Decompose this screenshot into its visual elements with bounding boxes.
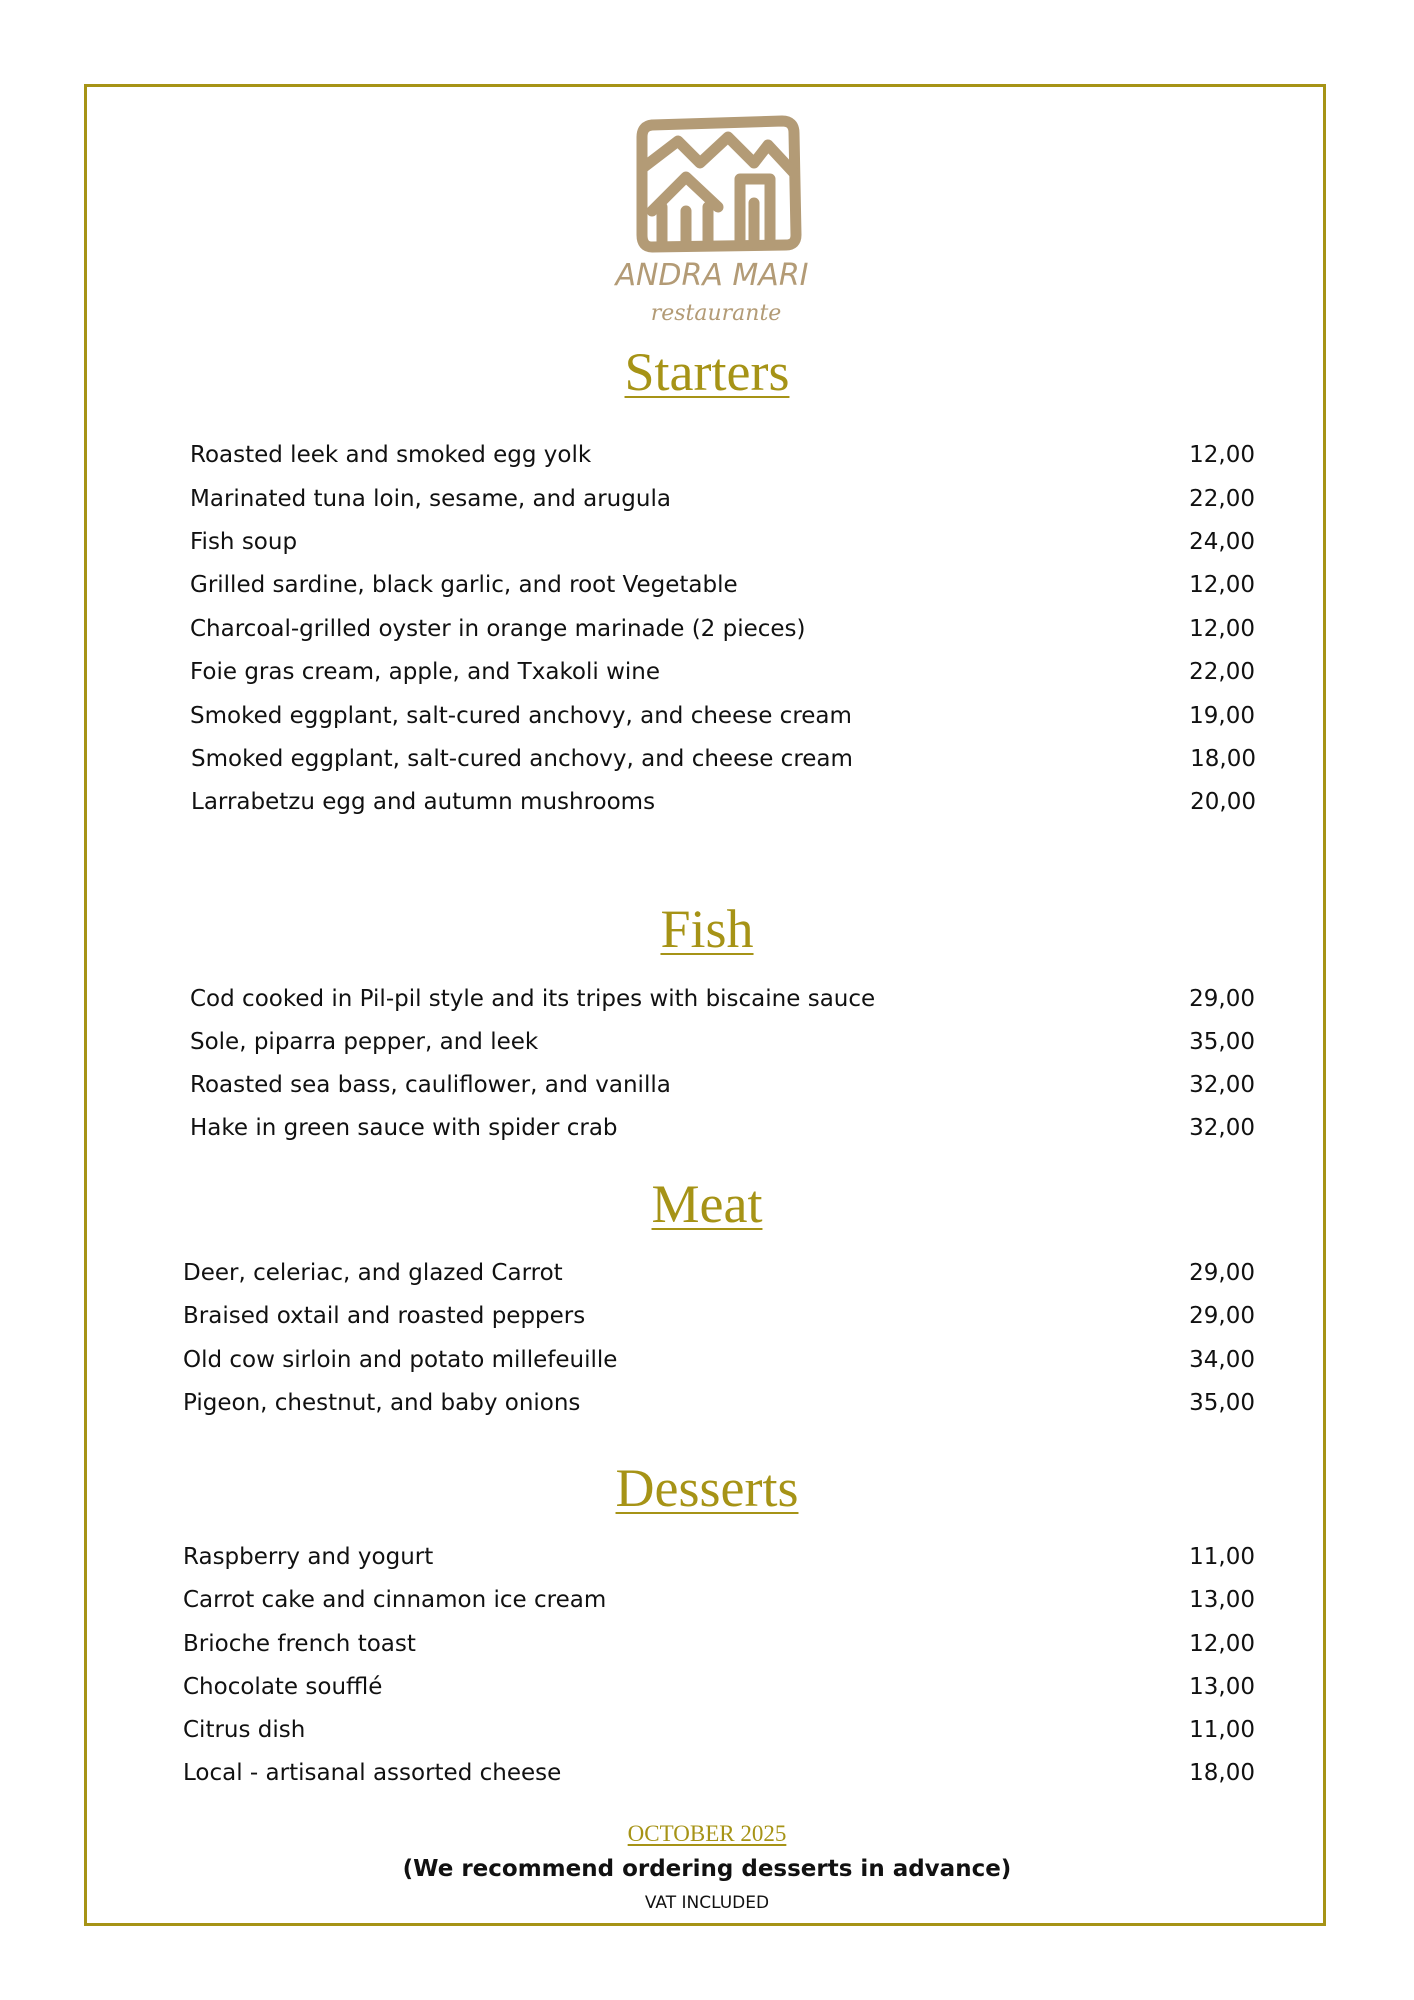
item-price: 22,00 xyxy=(1189,486,1255,512)
item-price: 35,00 xyxy=(1189,1390,1255,1416)
item-price: 19,00 xyxy=(1189,703,1255,729)
item-name: Sole, piparra pepper, and leek xyxy=(190,1029,539,1055)
section-heading-desserts: Desserts xyxy=(615,1458,799,1518)
item-price: 12,00 xyxy=(1189,572,1255,598)
dessert-order-note: (We recommend ordering desserts in advance) xyxy=(402,1856,1012,1882)
item-name: Fish soup xyxy=(190,529,298,555)
item-name: Grilled sardine, black garlic, and root Vegetable xyxy=(190,572,738,598)
section-heading-starters: Starters xyxy=(624,342,790,402)
item-name: Cod cooked in Pil-pil style and its tripes with biscaine sauce xyxy=(190,986,876,1012)
item-price: 11,00 xyxy=(1189,1544,1255,1570)
item-name: Deer, celeriac, and glazed Carrot xyxy=(183,1260,563,1286)
item-name: Larrabetzu egg and autumn mushrooms xyxy=(191,789,656,815)
item-name: Charcoal-grilled oyster in orange marinade (2 pieces) xyxy=(190,616,806,642)
item-price: 18,00 xyxy=(1190,746,1256,772)
item-price: 22,00 xyxy=(1189,659,1255,685)
item-name: Marinated tuna loin, sesame, and arugula xyxy=(190,486,671,512)
menu-item xyxy=(183,1755,1255,1791)
item-price: 35,00 xyxy=(1189,1029,1255,1055)
item-price: 24,00 xyxy=(1189,529,1255,555)
menu-item xyxy=(190,611,1255,647)
item-name: Pigeon, chestnut, and baby onions xyxy=(183,1390,581,1416)
menu-item xyxy=(191,784,1256,820)
item-price: 34,00 xyxy=(1189,1347,1255,1373)
menu-item xyxy=(183,1669,1255,1705)
item-price: 20,00 xyxy=(1190,789,1256,815)
item-price: 12,00 xyxy=(1189,1631,1255,1657)
menu-item xyxy=(190,567,1255,603)
menu-item xyxy=(190,981,1255,1017)
item-name: Old cow sirloin and potato millefeuille xyxy=(183,1347,618,1373)
item-name: Smoked eggplant, salt-cured anchovy, and cheese cream xyxy=(191,746,853,772)
menu-item xyxy=(190,654,1255,690)
menu-item xyxy=(190,1110,1255,1146)
section-heading-meat: Meat xyxy=(651,1174,763,1234)
menu-item xyxy=(190,1067,1255,1103)
item-price: 12,00 xyxy=(1189,442,1255,468)
menu-item xyxy=(190,698,1255,734)
restaurant-logo xyxy=(600,115,825,335)
menu-item xyxy=(183,1255,1255,1291)
item-price: 29,00 xyxy=(1189,986,1255,1012)
menu-item xyxy=(183,1582,1255,1618)
item-price: 29,00 xyxy=(1189,1303,1255,1329)
menu-item xyxy=(183,1385,1255,1421)
menu-item xyxy=(190,1024,1255,1060)
item-name: Carrot cake and cinnamon ice cream xyxy=(183,1587,607,1613)
item-name: Citrus dish xyxy=(183,1717,306,1743)
menu-item xyxy=(190,437,1255,473)
item-name: Smoked eggplant, salt-cured anchovy, and cheese cream xyxy=(190,703,852,729)
menu-item xyxy=(183,1712,1255,1748)
item-name: Braised oxtail and roasted peppers xyxy=(183,1303,586,1329)
menu-item xyxy=(183,1342,1255,1378)
menu-item xyxy=(190,481,1255,517)
menu-item xyxy=(191,741,1256,777)
svg-text:restaurante: restaurante xyxy=(650,301,782,326)
item-name: Raspberry and yogurt xyxy=(183,1544,434,1570)
item-name: Hake in green sauce with spider crab xyxy=(190,1115,618,1141)
item-price: 18,00 xyxy=(1189,1760,1255,1786)
vat-notice: VAT INCLUDED xyxy=(644,1893,770,1913)
item-name: Chocolate soufflé xyxy=(183,1674,383,1700)
item-price: 13,00 xyxy=(1189,1674,1255,1700)
item-name: Foie gras cream, apple, and Txakoli wine xyxy=(190,659,661,685)
menu-item xyxy=(183,1539,1255,1575)
item-name: Roasted leek and smoked egg yolk xyxy=(190,442,592,468)
item-price: 12,00 xyxy=(1189,616,1255,642)
section-heading-fish: Fish xyxy=(660,899,754,959)
item-name: Roasted sea bass, cauliflower, and vanilla xyxy=(190,1072,671,1098)
item-price: 32,00 xyxy=(1189,1072,1255,1098)
menu-item xyxy=(183,1298,1255,1334)
menu-item xyxy=(190,524,1255,560)
menu-date: OCTOBER 2025 xyxy=(627,1821,787,1846)
svg-text:ANDRA MARI: ANDRA MARI xyxy=(615,258,809,293)
item-price: 32,00 xyxy=(1189,1115,1255,1141)
item-price: 11,00 xyxy=(1189,1717,1255,1743)
logo-wordmark xyxy=(613,258,808,326)
menu-item xyxy=(183,1626,1255,1662)
item-price: 13,00 xyxy=(1189,1587,1255,1613)
item-name: Local - artisanal assorted cheese xyxy=(183,1760,562,1786)
item-price: 29,00 xyxy=(1189,1260,1255,1286)
item-name: Brioche french toast xyxy=(183,1631,416,1657)
